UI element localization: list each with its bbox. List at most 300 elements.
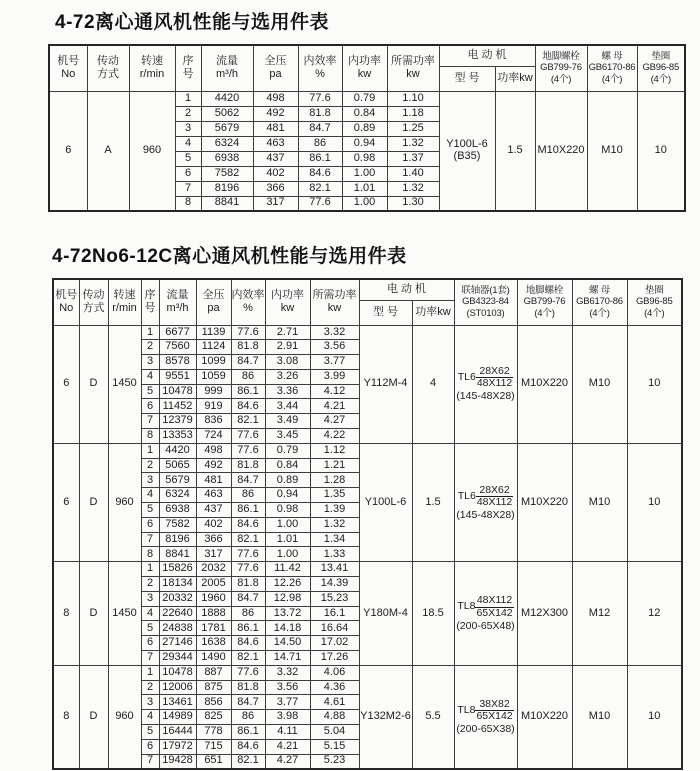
internal-power-cell: 0.89: [265, 473, 310, 488]
required-power-cell: 4.21: [310, 399, 359, 414]
pressure-cell: 715: [196, 739, 231, 754]
pressure-cell: 481: [253, 121, 298, 136]
seq-cell: 6: [141, 636, 159, 651]
internal-power-cell: 3.77: [265, 695, 310, 710]
flow-cell: 24838: [159, 621, 196, 636]
pressure-cell: 856: [196, 695, 231, 710]
flow-cell: 8196: [201, 181, 253, 196]
internal-power-cell: 3.45: [265, 429, 310, 444]
machine-no-cell: 8: [53, 665, 79, 769]
internal-power-cell: 2.91: [265, 340, 310, 355]
required-power-cell: 4.06: [310, 665, 359, 680]
required-power-cell: 4.27: [310, 414, 359, 429]
header-row-1: [53, 279, 682, 300]
table-row: [53, 562, 682, 577]
flow-cell: 6324: [159, 488, 196, 503]
required-power-cell: 14.39: [310, 577, 359, 592]
flow-cell: 10478: [159, 384, 196, 399]
required-power-cell: 16.1: [310, 606, 359, 621]
anchor-bolt-cell: M10X220: [535, 91, 587, 211]
coupling-designation: [457, 595, 513, 618]
performance-table-2: [52, 278, 683, 770]
pressure-cell: 481: [196, 473, 231, 488]
flow-cell: 10478: [159, 665, 196, 680]
required-power-cell: 1.12: [310, 443, 359, 458]
seq-cell: 3: [141, 695, 159, 710]
efficiency-cell: 77.6: [298, 91, 342, 106]
seq-cell: 1: [141, 325, 159, 340]
coupling-note: (145-48X28): [456, 390, 515, 403]
internal-power-cell: 1.00: [265, 547, 310, 562]
flow-cell: 8196: [159, 532, 196, 547]
motor-model-cell: Y180M-4: [359, 562, 412, 666]
required-power-cell: 4.12: [310, 384, 359, 399]
required-power-cell: 1.37: [387, 151, 439, 166]
coupling-fraction: [475, 699, 513, 722]
coupling-note: (145-48X28): [456, 508, 515, 521]
pressure-cell: 651: [196, 754, 231, 769]
seq-cell: 7: [141, 754, 159, 769]
required-power-cell: 4.88: [310, 710, 359, 725]
seq-cell: 5: [141, 503, 159, 518]
motor-model-cell: Y100L-6: [359, 443, 412, 561]
internal-power-cell: 0.94: [342, 136, 387, 151]
efficiency-cell: 86: [231, 606, 265, 621]
header-internal-power: 内功率 kw: [265, 279, 310, 325]
required-power-cell: 1.21: [310, 458, 359, 473]
pressure-cell: 1139: [196, 325, 231, 340]
coupling-fraction: [476, 485, 513, 508]
coupling-fraction-bottom: 65X142: [476, 709, 513, 722]
efficiency-cell: 81.8: [231, 458, 265, 473]
internal-power-cell: 0.79: [342, 91, 387, 106]
internal-power-cell: 2.71: [265, 325, 310, 340]
coupling-fraction-top: 28X62: [476, 485, 513, 497]
coupling-prefix: TL6: [457, 371, 476, 384]
efficiency-cell: 84.7: [231, 355, 265, 370]
efficiency-cell: 81.8: [298, 106, 342, 121]
coupling-designation: [457, 699, 513, 722]
motor-power-cell: 1.5: [412, 443, 454, 561]
header-washer: 垫圈 GB96-85 (4个): [637, 45, 685, 91]
internal-power-cell: 1.00: [342, 166, 387, 181]
seq-cell: 6: [141, 739, 159, 754]
seq-cell: 3: [141, 473, 159, 488]
table1-title: 4-72离心通风机性能与选用件表: [55, 12, 330, 33]
efficiency-cell: 84.6: [231, 739, 265, 754]
coupling-prefix: TL8: [457, 600, 476, 613]
speed-cell: 960: [129, 91, 175, 211]
efficiency-cell: 86: [298, 136, 342, 151]
header-speed: 转速 r/min: [108, 279, 141, 325]
flow-cell: 18134: [159, 577, 196, 592]
pressure-cell: 437: [196, 503, 231, 518]
pressure-cell: 1490: [196, 651, 231, 666]
table2-title: 4-72No6-12C离心通风机性能与选用件表: [52, 246, 407, 267]
drive-mode-cell: A: [87, 91, 129, 211]
seq-cell: 1: [175, 91, 201, 106]
motor-power-cell: 18.5: [412, 562, 454, 666]
internal-power-cell: 3.98: [265, 710, 310, 725]
pressure-cell: 1960: [196, 591, 231, 606]
pressure-cell: 778: [196, 725, 231, 740]
seq-cell: 7: [141, 414, 159, 429]
seq-cell: 6: [175, 166, 201, 181]
pressure-cell: 317: [196, 547, 231, 562]
header-motor: 电 动 机: [439, 45, 535, 66]
header-efficiency: 内效率 %: [231, 279, 265, 325]
internal-power-cell: 4.11: [265, 725, 310, 740]
header-nut: 螺 母 GB6170-86 (4个): [572, 279, 627, 325]
efficiency-cell: 86.1: [298, 151, 342, 166]
efficiency-cell: 86: [231, 488, 265, 503]
table1-table: [48, 44, 686, 212]
coupling-prefix: TL6: [457, 489, 476, 502]
internal-power-cell: 14.71: [265, 651, 310, 666]
flow-cell: 5062: [201, 106, 253, 121]
efficiency-cell: 81.8: [231, 680, 265, 695]
internal-power-cell: 0.98: [265, 503, 310, 518]
flow-cell: 13353: [159, 429, 196, 444]
speed-cell: 960: [108, 443, 141, 561]
nut-cell: M10: [572, 325, 627, 443]
header-flow: 流量 m³/h: [159, 279, 196, 325]
efficiency-cell: 82.1: [231, 414, 265, 429]
washer-cell: 10: [637, 91, 685, 211]
efficiency-cell: 84.7: [298, 121, 342, 136]
washer-cell: 10: [627, 443, 682, 561]
coupling-cell: [454, 325, 517, 443]
efficiency-cell: 84.7: [231, 591, 265, 606]
seq-cell: 2: [175, 106, 201, 121]
flow-cell: 6938: [201, 151, 253, 166]
required-power-cell: 1.18: [387, 106, 439, 121]
internal-power-cell: 14.50: [265, 636, 310, 651]
internal-power-cell: 3.32: [265, 665, 310, 680]
coupling-fraction: [475, 595, 513, 618]
nut-cell: M12: [572, 562, 627, 666]
pressure-cell: 919: [196, 399, 231, 414]
machine-no-cell: 8: [53, 562, 79, 666]
flow-cell: 5679: [159, 473, 196, 488]
flow-cell: 6677: [159, 325, 196, 340]
motor-model-cell: Y112M-4: [359, 325, 412, 443]
efficiency-cell: 81.8: [231, 577, 265, 592]
required-power-cell: 3.32: [310, 325, 359, 340]
drive-mode-cell: D: [79, 665, 108, 769]
efficiency-cell: 86.1: [231, 503, 265, 518]
required-power-cell: 4.36: [310, 680, 359, 695]
header-pressure: 全压 pa: [196, 279, 231, 325]
table-row: [53, 325, 682, 340]
required-power-cell: 1.32: [310, 517, 359, 532]
header-washer: 垫圈 GB96-85 (4个): [627, 279, 682, 325]
coupling-fraction-top: 28X62: [476, 366, 513, 378]
seq-cell: 1: [141, 665, 159, 680]
pressure-cell: 2032: [196, 562, 231, 577]
seq-cell: 7: [141, 651, 159, 666]
internal-power-cell: 12.98: [265, 591, 310, 606]
pressure-cell: 498: [196, 443, 231, 458]
seq-cell: 4: [141, 606, 159, 621]
pressure-cell: 836: [196, 414, 231, 429]
seq-cell: 3: [141, 591, 159, 606]
table-row: [53, 665, 682, 680]
required-power-cell: 13.41: [310, 562, 359, 577]
flow-cell: 16444: [159, 725, 196, 740]
flow-cell: 13461: [159, 695, 196, 710]
flow-cell: 4420: [159, 443, 196, 458]
flow-cell: 9551: [159, 369, 196, 384]
required-power-cell: 1.25: [387, 121, 439, 136]
flow-cell: 8841: [201, 196, 253, 211]
internal-power-cell: 3.36: [265, 384, 310, 399]
internal-power-cell: 0.79: [265, 443, 310, 458]
table2-table: [52, 278, 683, 770]
drive-mode-cell: D: [79, 443, 108, 561]
efficiency-cell: 77.6: [231, 562, 265, 577]
efficiency-cell: 77.6: [231, 443, 265, 458]
efficiency-cell: 84.7: [231, 473, 265, 488]
seq-cell: 1: [141, 562, 159, 577]
flow-cell: 7582: [201, 166, 253, 181]
flow-cell: 6938: [159, 503, 196, 518]
anchor-bolt-cell: M10X220: [517, 443, 572, 561]
machine-no-cell: 6: [53, 325, 79, 443]
flow-cell: 6324: [201, 136, 253, 151]
required-power-cell: 15.23: [310, 591, 359, 606]
flow-cell: 29344: [159, 651, 196, 666]
header-machine-no: 机号 No: [53, 279, 79, 325]
pressure-cell: 463: [253, 136, 298, 151]
seq-cell: 2: [141, 577, 159, 592]
required-power-cell: 4.22: [310, 429, 359, 444]
motor-model-cell: Y132M2-6: [359, 665, 412, 769]
pressure-cell: 1638: [196, 636, 231, 651]
efficiency-cell: 84.6: [231, 399, 265, 414]
required-power-cell: 17.02: [310, 636, 359, 651]
internal-power-cell: 3.44: [265, 399, 310, 414]
flow-cell: 20332: [159, 591, 196, 606]
header-machine-no: 机号 No: [49, 45, 87, 91]
seq-cell: 6: [141, 399, 159, 414]
required-power-cell: 1.33: [310, 547, 359, 562]
header-anchor-bolt: 地脚螺栓 GB799-76 (4个): [535, 45, 587, 91]
required-power-cell: 1.32: [387, 181, 439, 196]
internal-power-cell: 3.56: [265, 680, 310, 695]
flow-cell: 22640: [159, 606, 196, 621]
required-power-cell: 1.28: [310, 473, 359, 488]
coupling-fraction-top: 48X112: [476, 594, 513, 607]
internal-power-cell: 1.01: [265, 532, 310, 547]
required-power-cell: 5.04: [310, 725, 359, 740]
required-power-cell: 5.15: [310, 739, 359, 754]
flow-cell: 17972: [159, 739, 196, 754]
required-power-cell: 4.61: [310, 695, 359, 710]
header-anchor-bolt: 地脚螺栓 GB799-76 (4个): [517, 279, 572, 325]
internal-power-cell: 0.98: [342, 151, 387, 166]
efficiency-cell: 77.6: [231, 547, 265, 562]
efficiency-cell: 82.1: [231, 754, 265, 769]
seq-cell: 2: [141, 458, 159, 473]
coupling-cell: [454, 665, 517, 769]
header-motor-model: 型 号: [359, 300, 412, 325]
efficiency-cell: 86.1: [231, 384, 265, 399]
flow-cell: 12006: [159, 680, 196, 695]
coupling-note: (200-65X38): [456, 722, 515, 735]
flow-cell: 7560: [159, 340, 196, 355]
flow-cell: 4420: [201, 91, 253, 106]
pressure-cell: 2005: [196, 577, 231, 592]
pressure-cell: 1059: [196, 369, 231, 384]
pressure-cell: 1888: [196, 606, 231, 621]
drive-mode-cell: D: [79, 325, 108, 443]
nut-cell: M10: [572, 443, 627, 561]
anchor-bolt-cell: M10X220: [517, 665, 572, 769]
seq-cell: 5: [141, 384, 159, 399]
internal-power-cell: 3.49: [265, 414, 310, 429]
speed-cell: 1450: [108, 562, 141, 666]
pressure-cell: 1099: [196, 355, 231, 370]
motor-model-cell: Y100L-6 (B35): [439, 91, 495, 211]
header-flow: 流量 m³/h: [201, 45, 253, 91]
header-motor: 电 动 机: [359, 279, 454, 300]
efficiency-cell: 84.6: [231, 636, 265, 651]
internal-power-cell: 0.84: [265, 458, 310, 473]
flow-cell: 12379: [159, 414, 196, 429]
required-power-cell: 3.56: [310, 340, 359, 355]
coupling-designation: [458, 485, 514, 508]
pressure-cell: 875: [196, 680, 231, 695]
required-power-cell: 3.77: [310, 355, 359, 370]
pressure-cell: 492: [196, 458, 231, 473]
efficiency-cell: 84.6: [231, 517, 265, 532]
pressure-cell: 724: [196, 429, 231, 444]
internal-power-cell: 11.42: [265, 562, 310, 577]
efficiency-cell: 77.6: [298, 196, 342, 211]
header-motor-model: 型 号: [439, 66, 495, 91]
coupling-prefix: TL8: [457, 703, 476, 716]
flow-cell: 15826: [159, 562, 196, 577]
motor-power-cell: 5.5: [412, 665, 454, 769]
header-coupling: 联轴器(1套) GB4323-84 (ST0103): [454, 279, 517, 325]
seq-cell: 4: [141, 710, 159, 725]
pressure-cell: 999: [196, 384, 231, 399]
anchor-bolt-cell: M12X300: [517, 562, 572, 666]
drive-mode-cell: D: [79, 562, 108, 666]
efficiency-cell: 77.6: [231, 665, 265, 680]
required-power-cell: 5.23: [310, 754, 359, 769]
internal-power-cell: 4.27: [265, 754, 310, 769]
seq-cell: 8: [141, 429, 159, 444]
nut-cell: M10: [587, 91, 637, 211]
washer-cell: 12: [627, 562, 682, 666]
seq-cell: 3: [175, 121, 201, 136]
coupling-cell: [454, 562, 517, 666]
pressure-cell: 463: [196, 488, 231, 503]
flow-cell: 11452: [159, 399, 196, 414]
flow-cell: 5065: [159, 458, 196, 473]
header-seq: 序 号: [141, 279, 159, 325]
seq-cell: 5: [175, 151, 201, 166]
motor-power-cell: 4: [412, 325, 454, 443]
efficiency-cell: 82.1: [298, 181, 342, 196]
header-seq: 序 号: [175, 45, 201, 91]
seq-cell: 8: [175, 196, 201, 211]
required-power-cell: 3.99: [310, 369, 359, 384]
coupling-fraction: [476, 366, 513, 389]
internal-power-cell: 3.26: [265, 369, 310, 384]
header-drive-mode: 传动 方式: [87, 45, 129, 91]
required-power-cell: 1.40: [387, 166, 439, 181]
internal-power-cell: 14.18: [265, 621, 310, 636]
pressure-cell: 498: [253, 91, 298, 106]
internal-power-cell: 12.26: [265, 577, 310, 592]
seq-cell: 1: [141, 443, 159, 458]
header-motor-power: 功率kw: [412, 300, 454, 325]
header-required-power: 所需功率 kw: [387, 45, 439, 91]
coupling-fraction-top: 38X82: [475, 699, 513, 711]
flow-cell: 19428: [159, 754, 196, 769]
pressure-cell: 437: [253, 151, 298, 166]
flow-cell: 14989: [159, 710, 196, 725]
pressure-cell: 1124: [196, 340, 231, 355]
pressure-cell: 366: [196, 532, 231, 547]
anchor-bolt-cell: M10X220: [517, 325, 572, 443]
seq-cell: 3: [141, 355, 159, 370]
efficiency-cell: 82.1: [231, 532, 265, 547]
coupling-fraction-bottom: 48X112: [476, 377, 513, 390]
coupling-fraction-bottom: 48X112: [476, 495, 513, 508]
internal-power-cell: 1.01: [342, 181, 387, 196]
header-required-power: 所需功率 kw: [310, 279, 359, 325]
efficiency-cell: 81.8: [231, 340, 265, 355]
seq-cell: 2: [141, 340, 159, 355]
header-drive-mode: 传动 方式: [79, 279, 108, 325]
internal-power-cell: 1.00: [265, 517, 310, 532]
seq-cell: 5: [141, 621, 159, 636]
header-row-1: [49, 45, 685, 66]
efficiency-cell: 86: [231, 369, 265, 384]
seq-cell: 4: [141, 488, 159, 503]
required-power-cell: 16.64: [310, 621, 359, 636]
efficiency-cell: 86: [231, 710, 265, 725]
required-power-cell: 17.26: [310, 651, 359, 666]
seq-cell: 4: [175, 136, 201, 151]
efficiency-cell: 82.1: [231, 651, 265, 666]
flow-cell: 7582: [159, 517, 196, 532]
flow-cell: 8578: [159, 355, 196, 370]
coupling-cell: [454, 443, 517, 561]
nut-cell: M10: [572, 665, 627, 769]
required-power-cell: 1.10: [387, 91, 439, 106]
speed-cell: 960: [108, 665, 141, 769]
efficiency-cell: 86.1: [231, 621, 265, 636]
internal-power-cell: 13.72: [265, 606, 310, 621]
flow-cell: 8841: [159, 547, 196, 562]
required-power-cell: 1.32: [387, 136, 439, 151]
internal-power-cell: 0.84: [342, 106, 387, 121]
coupling-fraction-bottom: 65X142: [476, 606, 513, 619]
flow-cell: 5679: [201, 121, 253, 136]
internal-power-cell: 3.08: [265, 355, 310, 370]
efficiency-cell: 77.6: [231, 429, 265, 444]
machine-no-cell: 6: [53, 443, 79, 561]
header-nut: 螺 母 GB6170-86 (4个): [587, 45, 637, 91]
table-row: [49, 91, 685, 106]
coupling-note: (200-65X48): [456, 619, 515, 632]
table-row: [53, 443, 682, 458]
